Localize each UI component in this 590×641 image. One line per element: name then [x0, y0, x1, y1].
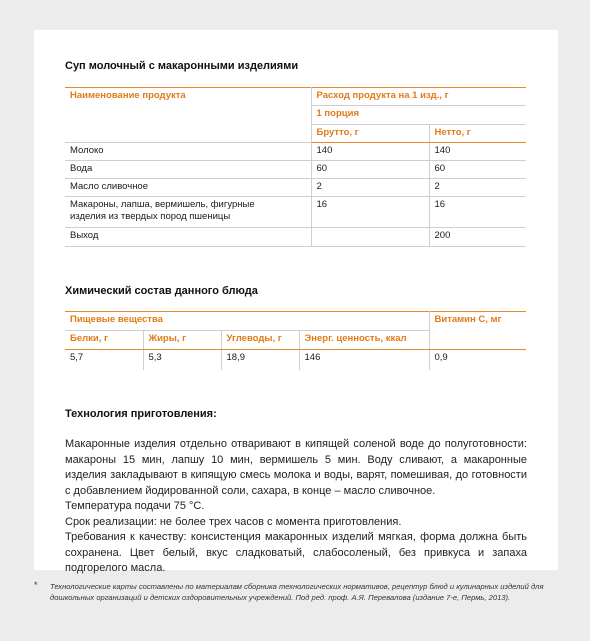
- table-row: [65, 197, 526, 228]
- table-row: [65, 143, 526, 161]
- net-value: 16: [429, 197, 526, 228]
- tech-paragraph: Температура подачи 75 °С.: [65, 500, 205, 512]
- header-product: Наименование продукта: [65, 88, 311, 143]
- header-usage: Расход продукта на 1 изд., г: [311, 88, 526, 106]
- gross-value: 2: [311, 179, 429, 197]
- recipe-title: Суп молочный с макаронными изделиями: [65, 60, 299, 72]
- gross-value: 16: [311, 197, 429, 228]
- gross-value: 60: [311, 161, 429, 179]
- table-row: [65, 228, 526, 247]
- footnote: [36, 581, 556, 603]
- chem-title: Химический состав данного блюда: [65, 285, 258, 297]
- net-value: 60: [429, 161, 526, 179]
- net-value: 200: [429, 228, 526, 247]
- header-protein: Белки, г: [65, 331, 143, 350]
- ingredients-table: [65, 87, 526, 247]
- protein-value: 5,7: [65, 350, 143, 371]
- tech-description: [65, 437, 527, 577]
- header-nutrients: Пищевые вещества: [65, 312, 429, 331]
- net-value: 140: [429, 143, 526, 161]
- product-name: Макароны, лапша, вермишель, фигурные изделия из твердых пород пшеницы: [65, 197, 311, 228]
- table-row: [65, 161, 526, 179]
- header-net: Нетто, г: [429, 125, 526, 143]
- product-name: Вода: [65, 161, 311, 179]
- chem-table: [65, 311, 526, 370]
- fat-value: 5,3: [143, 350, 221, 371]
- carbs-value: 18,9: [221, 350, 299, 371]
- header-energy: Энерг. ценность, ккал: [299, 331, 429, 350]
- gross-value: [311, 228, 429, 247]
- header-portion: 1 порция: [311, 106, 526, 125]
- header-gross: Брутто, г: [311, 125, 429, 143]
- energy-value: 146: [299, 350, 429, 371]
- product-name: Масло сливочное: [65, 179, 311, 197]
- table-row: [65, 179, 526, 197]
- gross-value: 140: [311, 143, 429, 161]
- tech-paragraph: Требования к качеству: консистенция макаронных изделий мягкая, форма должна быть сохранена. Цвет белый, вкус сладковатый, слабосоленый, без привкуса и запаха подгорелого масла.: [65, 531, 527, 574]
- product-name: Молоко: [65, 143, 311, 161]
- footnote-text: Технологические карты составлены по материалам сборника технологических нормативов, рецептур блюд и кулинарных изделий для дошкольных организаций и детских оздоровительных учреждений. Под ред. проф. А.Я. Перевалова (издание 7-е, Пермь, 2013).: [50, 582, 544, 602]
- product-name: Выход: [65, 228, 311, 247]
- tech-title: Технология приготовления:: [65, 408, 217, 420]
- header-fat: Жиры, г: [143, 331, 221, 350]
- net-value: 2: [429, 179, 526, 197]
- header-carbs: Углеводы, г: [221, 331, 299, 350]
- tech-paragraph: Макаронные изделия отдельно отваривают в кипящей соленой воде до полуготовности: макароны 15 мин, лапшу 10 мин, вермишель 5 мин. Воду сливают, а макаронные изделия закладывают в кипящую смесь молока и воды, варят, помешивая, до готовности с добавлением йодированной соли, сахара, в конце – масло сливочное.: [65, 438, 527, 497]
- table-row: [65, 350, 526, 371]
- tech-paragraph: Срок реализации: не более трех часов с момента приготовления.: [65, 515, 402, 528]
- vitamin-value: 0,9: [434, 352, 448, 363]
- footnote-mark: *: [34, 580, 38, 590]
- header-vitamin: Витамин С, мг: [429, 312, 526, 350]
